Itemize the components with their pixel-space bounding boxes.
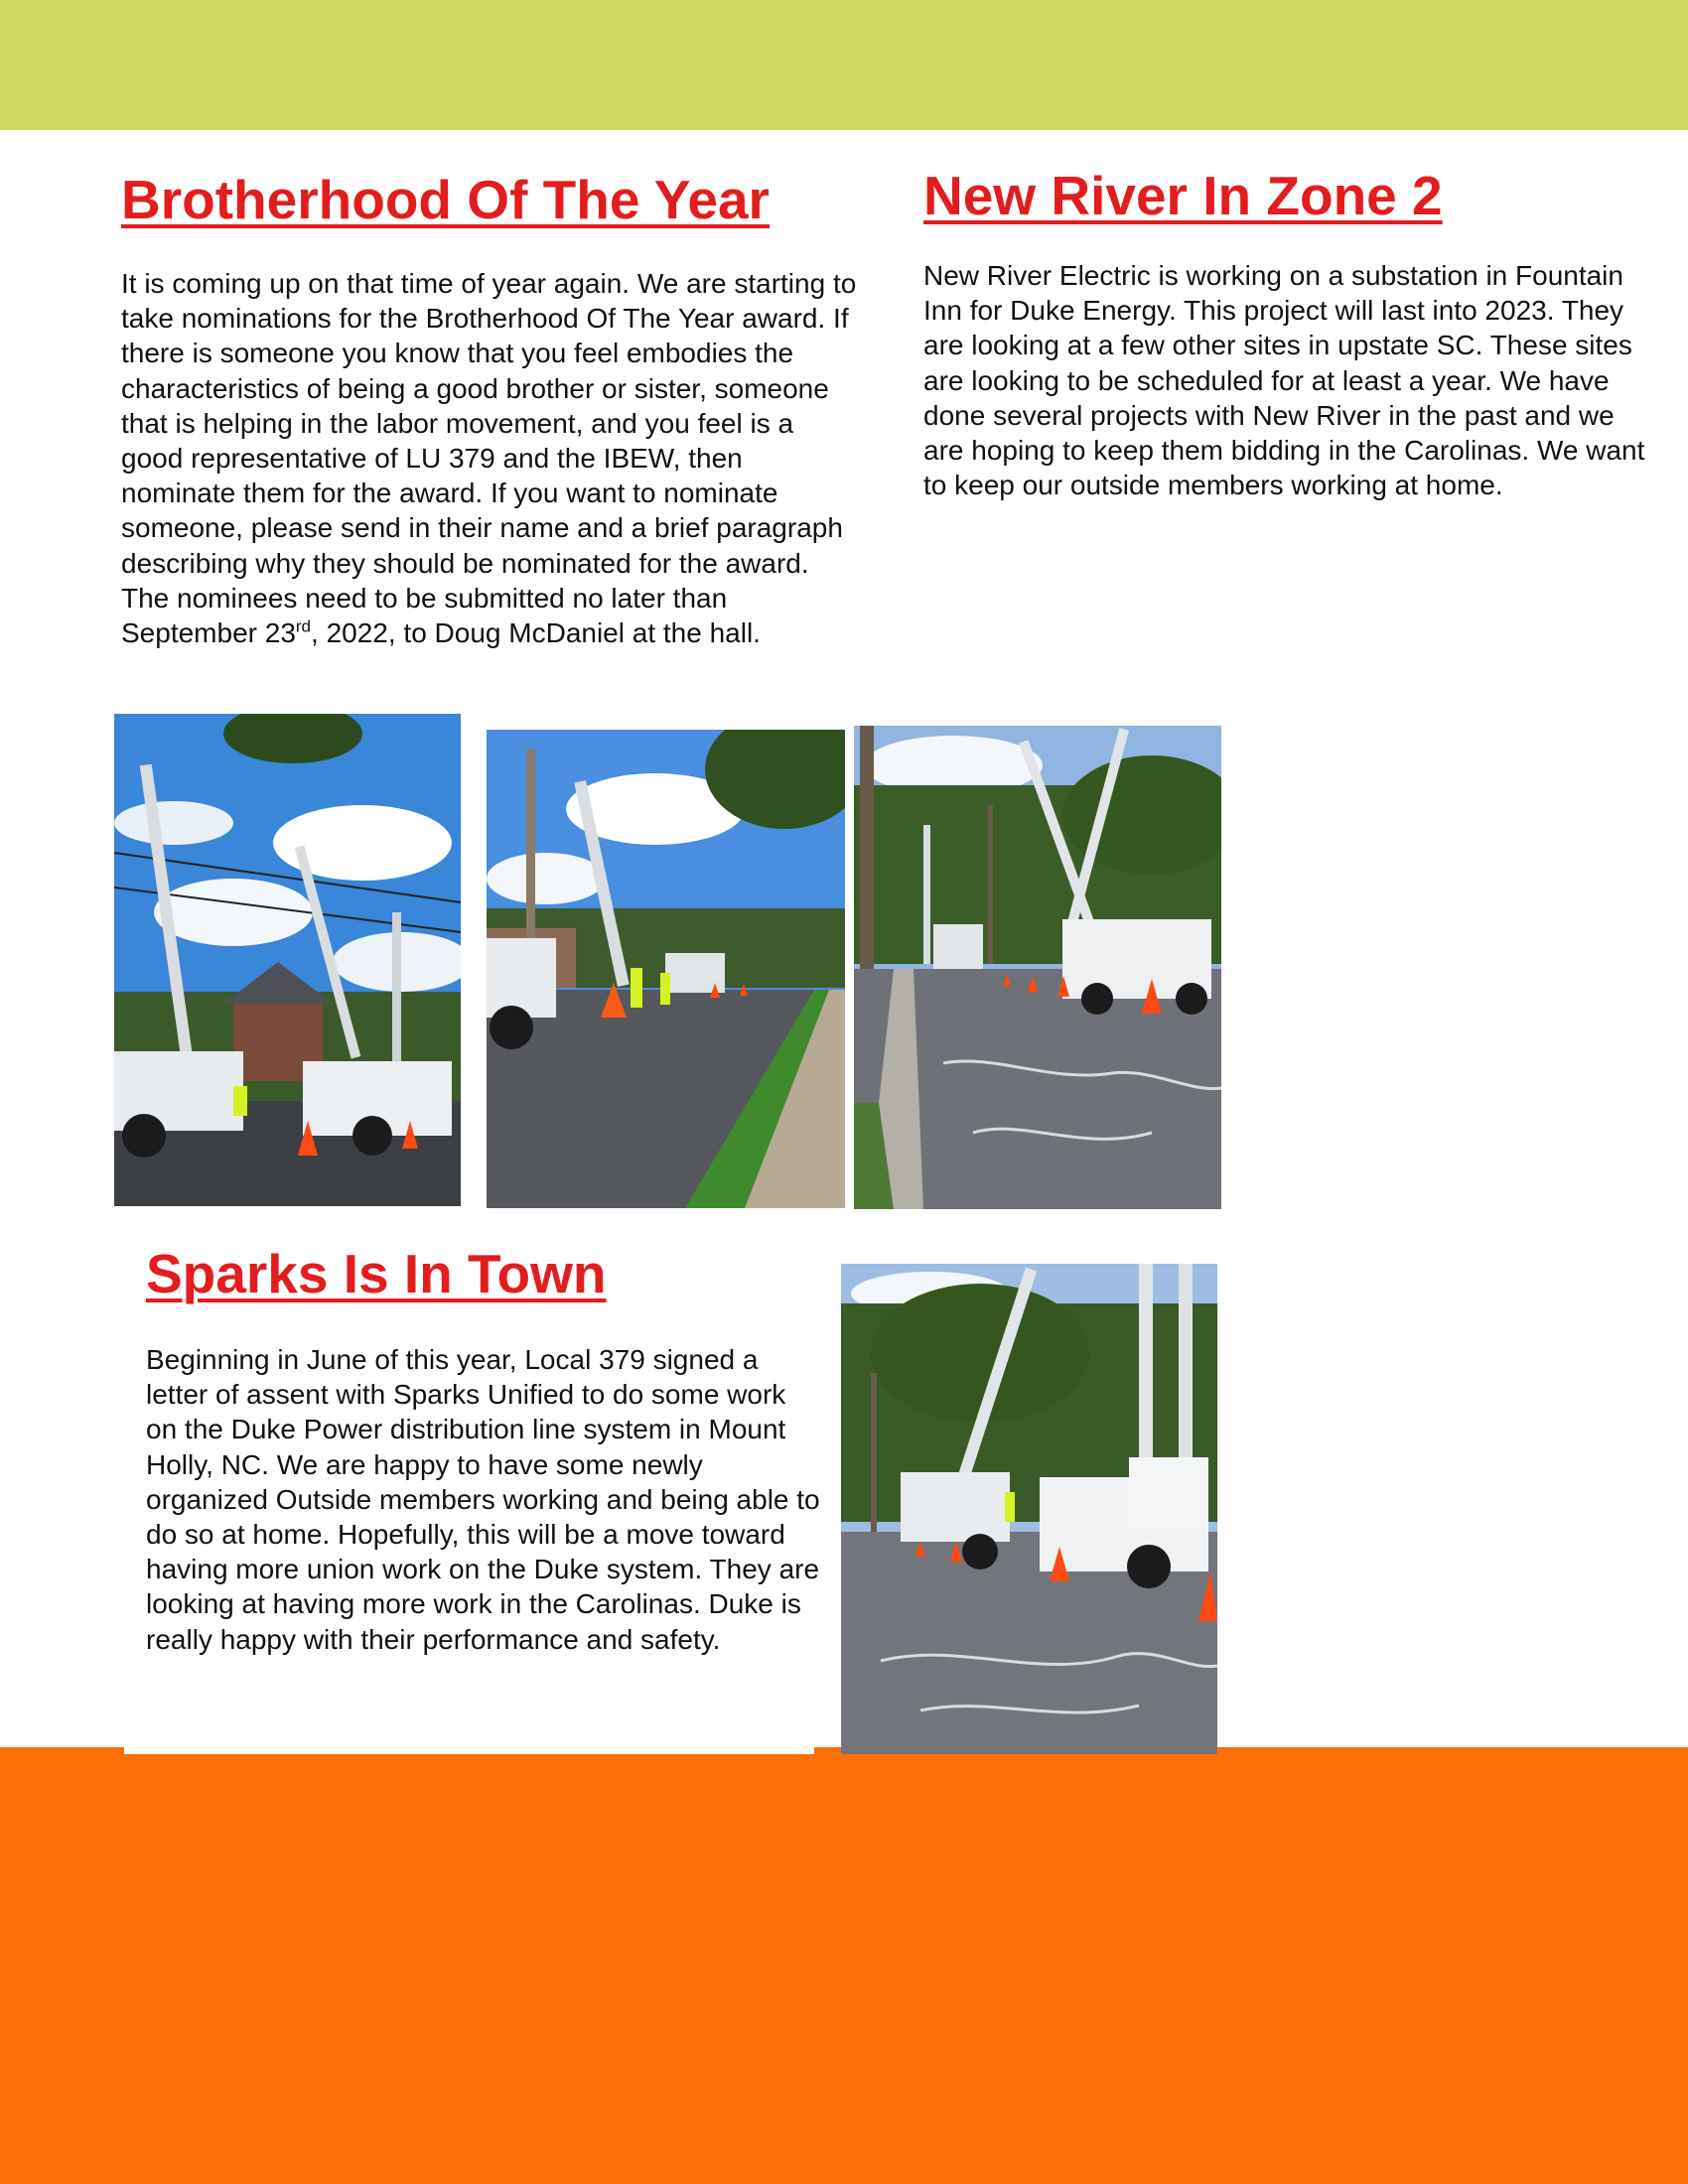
brotherhood-heading: Brotherhood Of The Year bbox=[121, 169, 770, 230]
bucket-trucks-photo-1 bbox=[114, 714, 461, 1206]
new-river-body: New River Electric is working on a substation in Fountain Inn for Duke Energy. This project will last into 2023. They are looking at a few other sites in upstate SC. These sites are looking to be scheduled for at least a year. We have done several projects with New River in the past and we are hoping to keep them bidding in the Carolinas. We want to keep our outside members working at home. bbox=[923, 260, 1645, 501]
new-river-heading: New River In Zone 2 bbox=[923, 165, 1443, 226]
bucket-trucks-photo-4 bbox=[841, 1264, 1217, 1754]
bucket-trucks-photo-3 bbox=[854, 726, 1221, 1209]
sparks-heading: Sparks Is In Town bbox=[146, 1243, 607, 1304]
bottom-color-band bbox=[0, 1747, 1688, 2184]
new-river-article bbox=[923, 165, 1648, 502]
ordinal-suffix: rd bbox=[295, 616, 312, 636]
brotherhood-body-end: , 2022, to Doug McDaniel at the hall. bbox=[311, 617, 761, 649]
sparks-body: Beginning in June of this year, Local 379 signed a letter of assent with Sparks Unified to do some work on the Duke Power distribution line system in Mount Holly, NC. We are happy to have some newly organized Outside members working and being able to do so at home. Hopefully, this will be a move toward having more union work on the Duke system. They are looking at having more work in the Carolinas. Duke is really happy with their performance and safety. bbox=[146, 1344, 820, 1655]
brotherhood-body bbox=[121, 266, 861, 650]
top-color-band bbox=[0, 0, 1688, 130]
brotherhood-article bbox=[121, 169, 861, 650]
bucket-trucks-photo-2 bbox=[487, 730, 845, 1208]
brotherhood-body-main: It is coming up on that time of year again. We are starting to take nominations for the Brotherhood Of The Year award. If there is someone you know that you feel embodies the characteristics of being a good brother or sister, someone that is helping in the labor movement, and you feel is a good representative of LU 379 and the IBEW, then nominate them for the award. If you want to nominate someone, please send in their name and a brief paragraph describing why they should be nominated for the award. The nominees need to be submitted no later than September 23 bbox=[121, 268, 857, 649]
sparks-article bbox=[146, 1243, 821, 1657]
text-box-bottom-edge bbox=[124, 1742, 814, 1754]
